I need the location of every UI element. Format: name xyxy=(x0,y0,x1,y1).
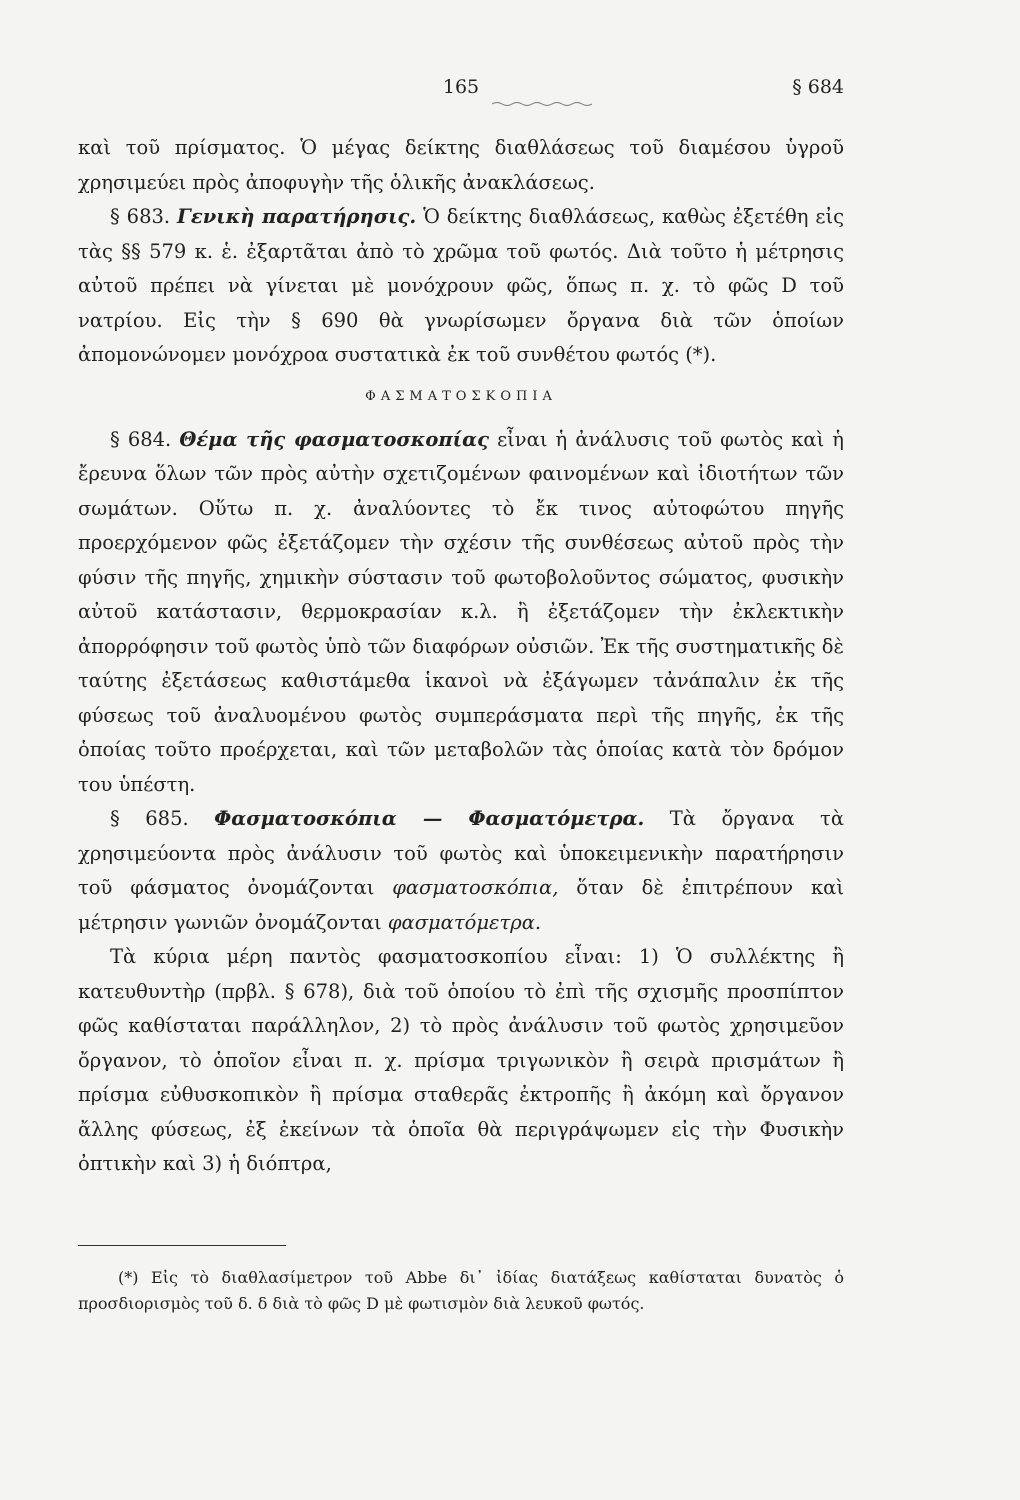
section-683-number: § 683. xyxy=(110,205,171,228)
page-number: 165 xyxy=(442,76,480,98)
footnote-divider xyxy=(78,1245,286,1246)
section-685-text-a: Τὰ ὄργανα τὰ χρησιμεύοντα πρὸς ἀνάλυσιν τοῦ φωτὸς καὶ ὑποκειμενικὴν παρατήρησιν τοῦ φάσματος ὀνομάζονται xyxy=(78,807,845,899)
footnote xyxy=(78,1265,844,1317)
section-683-text: Ὁ δείκτης διαθλάσεως, καθὼς ἐξετέθη εἰς τὰς §§ 579 κ. ἑ. ἐξαρτᾶται ἀπὸ τὸ χρῶμα τοῦ φωτός. Διὰ τοῦτο ἡ μέτρησις αὐτοῦ πρέπει νὰ γίνεται μὲ μονόχρουν φῶς, ὅπως π. χ. τὸ φῶς D τοῦ νατρίου. Εἰς τὴν § 690 θὰ γνωρίσωμεν ὄργανα διὰ τῶν ὁποίων ἀπομονώνομεν μονόχροα συστατικὰ ἐκ τοῦ συνθέτου φωτός (*). xyxy=(78,205,845,366)
paragraph-parts: Τὰ κύρια μέρη παντὸς φασματοσκοπίου εἶναι: 1) Ὁ συλλέκτης ἢ κατευθυντὴρ (πρβλ. § 678), διὰ τοῦ ὁποίου τὸ ἐπὶ τῆς σχισμῆς προσπίπτον φῶς καθίσταται παράλληλον, 2) τὸ πρὸς ἀνάλυσιν τοῦ φωτὸς χρησιμεῦον ὄργανον, τὸ ὁποῖον εἶναι π. χ. πρίσμα τριγωνικὸν ἢ σειρὰ πρισμάτων ἢ πρίσμα εὐθυσκοπικὸν ἢ πρίσμα σταθερᾶς ἐκτροπῆς ἢ ἀκόμη καὶ ὄργανον ἄλλης φύσεως, ἐξ ἐκείνων τὰ ὁποῖα θὰ περιγράψωμεν εἰς τὴν Φυσικὴν ὀπτικὴν καὶ 3) ἡ διόπτρα, xyxy=(78,945,844,1175)
section-684-number: § 684. xyxy=(110,427,172,451)
section-683 xyxy=(78,200,844,373)
chapter-heading: ΦΑΣΜΑΤΟΣΚΟΠΙΑ xyxy=(365,388,557,404)
section-684 xyxy=(78,423,844,803)
section-683-title: Γενικὴ παρατήρησις. xyxy=(177,205,417,228)
section-685 xyxy=(78,802,844,940)
section-685-term-b: φασματόμετρα. xyxy=(387,910,542,934)
section-685-title: Φασματοσκόπια — Φασματόμετρα. xyxy=(214,807,645,830)
ornament-wave-icon xyxy=(492,101,592,107)
section-reference: § 684 xyxy=(792,76,844,98)
page-body xyxy=(78,131,844,1182)
section-684-text: εἶναι ἡ ἀνάλυσις τοῦ φωτὸς καὶ ἡ ἔρευνα ὅλων τῶν πρὸς αὐτὴν σχετιζομένων φαινομένων καὶ ἰδιοτήτων τῶν σωμάτων. Οὕτω π. χ. ἀναλύοντες τὸ ἔκ τινος αὐτοφώτου πηγῆς προερχόμενον φῶς ἐξετάζομεν τὴν σχέσιν τῆς συνθέσεως αὐτοῦ πρὸς τὴν φύσιν τῆς πηγῆς, χημικὴν σύστασιν τοῦ φωτοβολοῦντος σώματος, φυσικὴν αὐτοῦ κατάστασιν, θερμοκρασίαν κ.λ. ἢ ἐξετάζομεν τὴν ἐκλεκτικὴν ἀπορρόφησιν τοῦ φωτὸς ὑπὸ τῶν διαφόρων οὐσιῶν. Ἐκ τῆς συστηματικῆς δὲ ταύτης ἐξετάσεως καθιστάμεθα ἱκανοὶ νὰ ἐξάγωμεν τἀνάπαλιν ἐκ τῆς φύσεως τοῦ ἀναλυομένου φωτὸς συμπεράσματα περὶ τῆς πηγῆς, ἐκ τῆς ὁποίας τοῦτο προέρχεται, καὶ τῶν μεταβολῶν τὰς ὁποίας κατὰ τὸν δρόμον του ὑπέστη. xyxy=(78,427,844,796)
footnote-text: (*) Εἰς τὸ διαθλασίμετρον τοῦ Abbe δι᾽ ἰδίας διατάξεως καθίσταται δυνατὸς ὁ προσδιορισμὸς τοῦ δ. δ διὰ τὸ φῶς D μὲ φωτισμὸν διὰ λευκοῦ φωτός. xyxy=(78,1268,844,1313)
section-684-title: Θέμα τῆς φασματοσκοπίας xyxy=(179,427,489,451)
section-685-text-b: ὅταν δὲ ἐπιτρέπουν καὶ μέτρησιν γωνιῶν ὀνομάζονται xyxy=(78,876,844,934)
paragraph-continuation: καὶ τοῦ πρίσματος. Ὁ μέγας δείκτης διαθλάσεως τοῦ διαμέσου ὑγροῦ χρησιμεύει πρὸς ἀποφυγὴν τῆς ὁλικῆς ἀνακλάσεως. xyxy=(78,136,844,194)
section-685-number: § 685. xyxy=(110,807,189,830)
page-header xyxy=(78,74,844,110)
section-685-term-a: φασματοσκόπια, xyxy=(392,876,559,899)
